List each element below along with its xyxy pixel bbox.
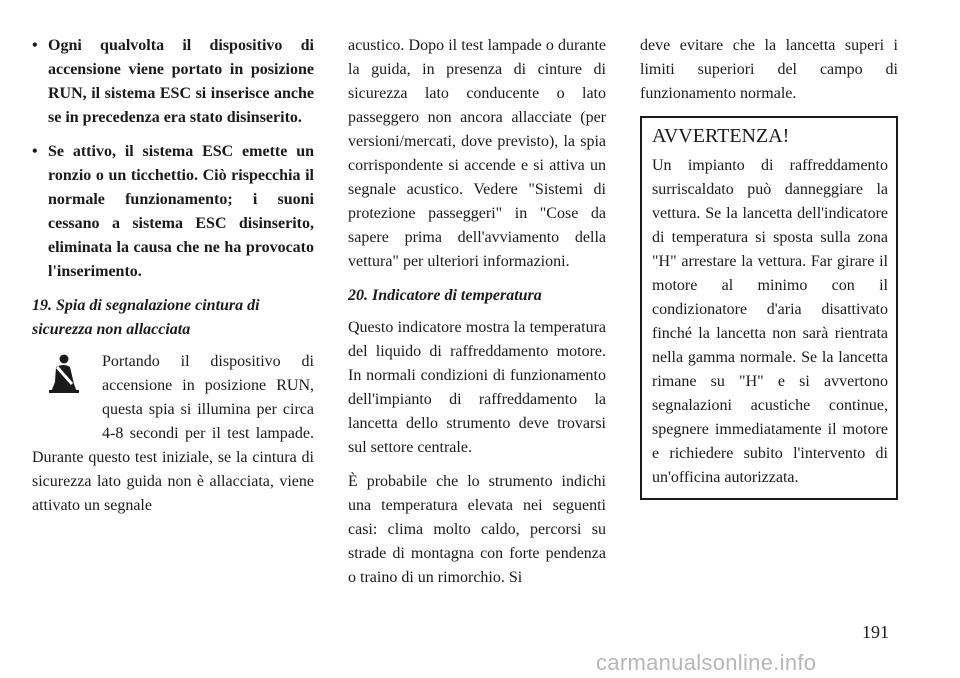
bullet-text: Ogni qualvolta il dispositivo di accensione viene portato in posizione RUN, il sistema ESC si inserisce anche se in precedenza era stato disinserito. bbox=[48, 37, 314, 126]
watermark: carmanualsonline.info bbox=[596, 650, 817, 675]
column-left bbox=[32, 34, 314, 518]
bullet-dot: • bbox=[32, 37, 38, 54]
warning-title: AVVERTENZA! bbox=[652, 125, 790, 147]
column-right bbox=[640, 34, 898, 500]
warning-body: Un impianto di raffreddamento surriscaldato può danneggiare la vettura. Se la lancetta dell'indicatore di temperatura si sposta sulla zona "H" arrestare la vettura. Far girare il motore al minimo con il condizionatore d'aria disattivato finché la lancetta non sarà rientrata nella gamma normale. Se la lancetta rimane su "H" e si avvertono segnalazioni acustiche continue, spegnere immediatamente il motore e richiedere subito l'intervento di un'officina autorizzata. bbox=[652, 157, 888, 486]
paragraph: deve evitare che la lancetta superi i limiti superiori del campo di funzionamento normale. bbox=[640, 37, 898, 102]
section-heading-20: 20. Indicatore di temperatura bbox=[348, 287, 542, 304]
bullet-dot: • bbox=[32, 143, 38, 160]
seatbelt-warning-icon bbox=[32, 354, 96, 424]
bullet-text: Se attivo, il sistema ESC emette un ronzio o un ticchettio. Ciò rispecchia il normale funzionamento; i suoni cessano a sistema ESC disinserito, eliminata la causa che ne ha provocato l'inserimento. bbox=[48, 143, 314, 280]
bullet-item bbox=[32, 34, 314, 130]
paragraph: acustico. Dopo il test lampade o durante la guida, in presenza di cinture di sicurezza lato conducente o lato passeggero non ancora allacciate (per versioni/mercati, dove previsto), la spia corrispondente si accende e si attiva un segnale acustico. Vedere "Sistemi di protezione passeggeri" in "Cose da sapere prima dell'avviamento della vettura" per ulteriori informazioni. bbox=[348, 37, 606, 270]
warning-box bbox=[640, 116, 898, 500]
page-number: 191 bbox=[862, 622, 889, 642]
section-heading-19: 19. Spia di segnalazione cintura di sicurezza non allacciata bbox=[32, 297, 260, 338]
section-19-body bbox=[32, 350, 314, 518]
column-middle bbox=[348, 34, 606, 600]
bullet-item bbox=[32, 140, 314, 284]
paragraph: È probabile che lo strumento indichi una temperatura elevata nei seguenti casi: clima molto caldo, percorsi su strade di montagna con forte pendenza o traino di un rimorchio. Si bbox=[348, 473, 606, 586]
section-19-text: Portando il dispositivo di accensione in posizione RUN, questa spia si illumina per circa 4-8 secondi per il test lampade. Durante questo test iniziale, se la cintura di sicurezza lato guida non è allacciata, viene attivato un segnale bbox=[32, 353, 314, 514]
paragraph: Questo indicatore mostra la temperatura del liquido di raffreddamento motore. In normali condizioni di funzionamento dell'impianto di raffreddamento la lancetta dello strumento deve trovarsi sul settore centrale. bbox=[348, 319, 606, 456]
